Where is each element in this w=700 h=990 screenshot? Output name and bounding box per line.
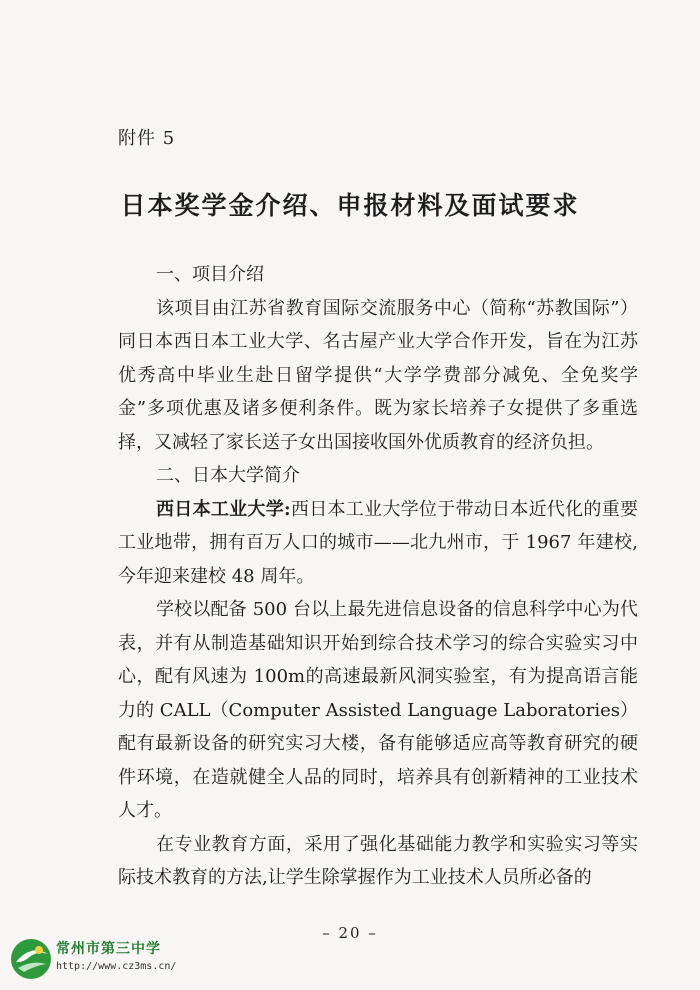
watermark-name: 常州市第三中学 xyxy=(56,941,161,957)
watermark-url[interactable]: http://www.cz3ms.cn/ xyxy=(56,961,177,972)
paragraph-university xyxy=(118,493,638,594)
paragraph-project-intro: 该项目由江苏省教育国际交流服务中心（简称“苏教国际”）同日本西日本工业大学、名古屋产业大学合作开发，旨在为江苏优秀高中毕业生赴日留学提供“大学学费部分减免、全免奖学金”多项优惠及诸多便利条件。既为家长培养子女提供了多重选择，又减轻了家长送子女出国接收国外优质教育的经济负担。 xyxy=(118,297,638,453)
section-heading-project-intro: 一、项目介绍 xyxy=(156,264,264,285)
document-body xyxy=(118,258,638,895)
site-watermark xyxy=(8,936,198,982)
section-heading-university-intro: 二、日本大学简介 xyxy=(156,465,300,486)
university-name: 西日本工业大学: xyxy=(156,498,291,520)
paragraph-facilities: 学校以配备 500 台以上最先进信息设备的信息科学中心为代表，并有从制造基础知识开始到综合技术学习的综合实验实习中心，配有风速为 100m的高速最新风洞实验室，有为提高语言能力的 CALL（Computer Assisted Language Laboratories）配有最新设备的研究实习大楼，备有能够适应高等教育研究的硬件环境，在造就健全人品的同时，培养具有创新精神的工业技术人才。 xyxy=(118,599,638,821)
university-description: 西日本工业大学位于带动日本近代化的重要工业地带，拥有百万人口的城市——北九州市，于 1967 年建校,今年迎来建校 48 周年。 xyxy=(118,498,638,587)
document-title: 日本奖学金介绍、申报材料及面试要求 xyxy=(120,191,580,220)
paragraph-education: 在专业教育方面，采用了强化基础能力教学和实验实习等实际技术教育的方法,让学生除掌握作为工业技术人员所必备的 xyxy=(118,833,638,888)
school-logo-icon xyxy=(8,936,54,982)
attachment-label: 附件 5 xyxy=(118,128,176,149)
page-number: – 20 – xyxy=(322,924,378,942)
